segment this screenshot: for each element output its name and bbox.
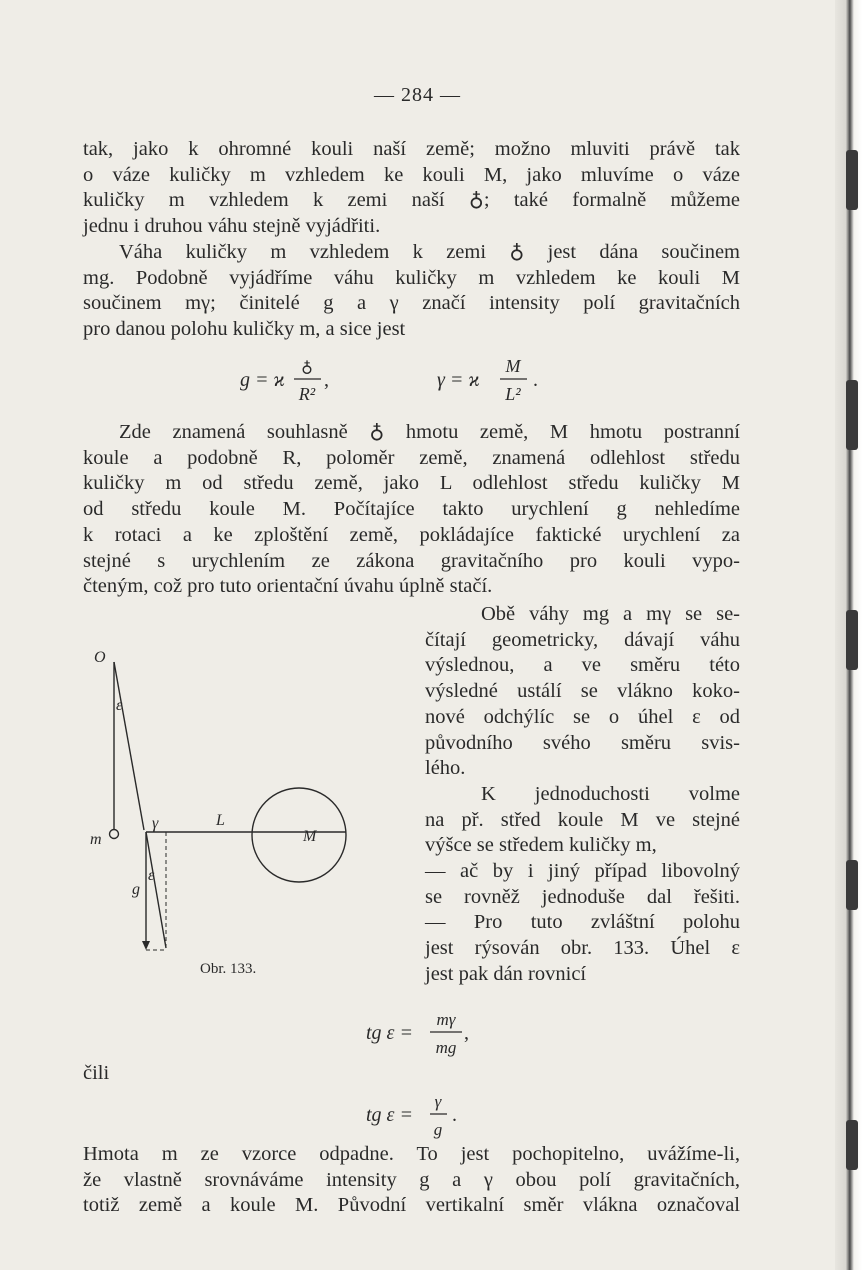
figure-133-pendulum-diagram (88, 648, 408, 988)
text-line: jest rýsován obr. 133. Úhel ε (425, 937, 740, 960)
text-line: původního svého směru svis- (425, 731, 740, 754)
text-line: mg. Podobně vyjádříme váhu kuličky m vzhledem ke kouli M (83, 266, 740, 289)
text-line: lého. (425, 757, 466, 780)
formula3-lhs: tg ε = (366, 1104, 413, 1126)
paragraph-1 (83, 137, 740, 240)
text-line: o váze kuličky m vzhledem ke kouli M, jako mluvíme o váze (83, 163, 740, 186)
text-line: výsledné ustálí se vlákno koko- (425, 680, 740, 703)
label-m: m (90, 831, 102, 848)
text-line: čteným, což pro tuto orientační úvahu úplně stačí. (83, 575, 493, 598)
formula-gamma-numerator: M (505, 356, 521, 376)
label-O: O (94, 649, 106, 666)
text-line: součinem mγ; činitelé g a γ značí intensity polí gravitačních (83, 292, 740, 315)
text-line: čítají geometricky, dávají váhu (425, 628, 740, 651)
text-line: kuličky m vzhledem k zemi naší ♁; také formalně můžeme (83, 189, 740, 212)
label-M: M (303, 828, 317, 845)
cili-word: čili (83, 1062, 110, 1084)
label-g: g (132, 881, 140, 898)
paragraph-4 (83, 1142, 740, 1219)
gravity-formula (230, 350, 560, 410)
text-line: koule a podobně R, poloměr země, znamená odlehlost středu (83, 446, 740, 469)
large-sphere-M (252, 788, 346, 882)
text-line: Váha kuličky m vzhledem k zemi ♁ jest dána součinem (119, 241, 740, 263)
label-epsilon-bottom: ε (148, 867, 155, 884)
tangent-formula-2 (360, 1090, 490, 1145)
text-line: — Pro tuto zvláštní polohu (425, 911, 740, 934)
formula3-numerator: γ (434, 1092, 442, 1111)
text-line: jednu i druhou váhu stejně vyjádřiti. (83, 215, 381, 238)
text-line: že vlastně srovnáváme intensity g a γ obou polí gravitačních, (83, 1168, 740, 1191)
text-line: kuličky m od středu země, jako L odlehlost středu kuličky M (83, 472, 740, 495)
small-ball-m (110, 830, 119, 839)
formula2-numerator: mγ (436, 1010, 456, 1029)
text-line: K jednoduchosti volme (481, 782, 740, 805)
formula3-end: . (452, 1104, 457, 1126)
formula3-denominator: g (433, 1120, 443, 1139)
text-line: od středu koule M. Počítajíce takto urychlení g nehledíme (83, 498, 740, 521)
figure-caption: Obr. 133. (200, 961, 257, 977)
book-binding-edge (835, 0, 862, 1270)
paragraph-2 (83, 240, 740, 343)
formula-gamma-lhs: γ = ϰ (437, 369, 480, 391)
formula-gamma-denominator: L² (505, 384, 521, 404)
text-line: Obě váhy mg a mγ se se- (481, 603, 740, 625)
formula-end: . (533, 369, 538, 391)
text-line: nové odchýlíc se o úhel ε od (425, 705, 740, 728)
page-number: — 284 — (374, 84, 461, 106)
formula2-end: , (464, 1022, 469, 1044)
tangent-formula-1 (360, 1008, 510, 1063)
resultant-line (146, 832, 166, 948)
text-line: tak, jako k ohromné kouli naší země; možno mluviti právě tak (83, 138, 740, 160)
formula-g-denominator: R² (298, 384, 316, 404)
text-line: se rovněž jednoduše dal řešiti. (425, 885, 740, 908)
text-line: stejné s urychlením ze zákona gravitačního pro kouli vypo- (83, 549, 740, 572)
label-epsilon-top: ε (116, 697, 123, 714)
text-line: — ač by i jiný případ libovolný (425, 860, 740, 883)
text-line: na př. střed koule M ve stejné (425, 808, 740, 831)
paragraph-3 (83, 420, 740, 600)
formula-g-lhs: g = ϰ (240, 369, 285, 391)
text-line: jest pak dán rovnicí (425, 962, 587, 985)
label-L: L (216, 812, 225, 829)
formula2-denominator: mg (435, 1038, 457, 1057)
formula-separator: , (324, 369, 329, 391)
formula2-lhs: tg ε = (366, 1022, 413, 1044)
right-column-text (425, 602, 740, 988)
label-gamma: γ (152, 815, 159, 832)
text-line: výslednou, a ve směru této (425, 654, 740, 677)
text-line: Zde znamená souhlasně ♁ hmotu země, M hmotu postranní (119, 421, 740, 443)
text-line: pro danou polohu kuličky m, a sice jest (83, 318, 406, 341)
formula-g-numerator: ♁ (301, 357, 313, 376)
text-line: Hmota m ze vzorce odpadne. To jest pochopitelno, uvážíme-li, (83, 1143, 740, 1165)
text-line: výšce se středem kuličky m, (425, 834, 657, 857)
text-line: totiž země a koule M. Původní vertikalní směr vlákna označoval (83, 1194, 740, 1217)
text-line: k rotaci a ke zploštění země, pokládajíce faktické urychlení za (83, 523, 740, 546)
thread-line (114, 662, 144, 830)
